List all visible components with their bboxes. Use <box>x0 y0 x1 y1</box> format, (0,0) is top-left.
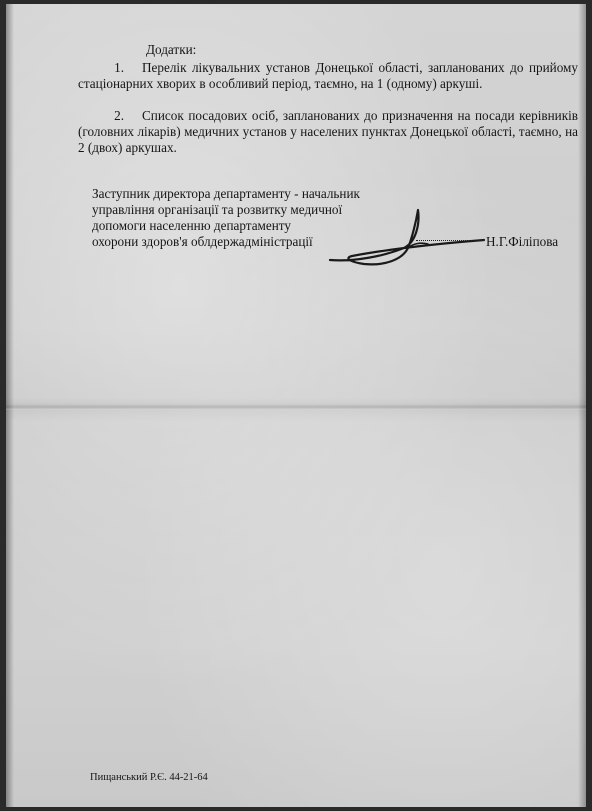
attachment-number: 1. <box>114 60 124 75</box>
position-line: управління організації та розвитку медичної <box>92 202 343 217</box>
signature-line <box>416 240 484 241</box>
position-line: Заступник директора департаменту - начальник <box>92 186 360 201</box>
attachments-heading: Додатки: <box>146 42 197 57</box>
executor-footer: Пищанський Р.Є. 44-21-64 <box>90 772 208 783</box>
attachment-item-2 <box>78 108 578 156</box>
document-page <box>6 4 586 807</box>
position-line: допомоги населенню департаменту <box>92 218 291 233</box>
handwritten-signature <box>324 204 494 274</box>
signatory-name: Н.Г.Філіпова <box>486 234 559 249</box>
paper-fold <box>6 404 586 410</box>
attachment-number: 2. <box>114 108 124 123</box>
attachment-item-1 <box>78 60 578 92</box>
attachment-text: Список посадових осіб, запланованих до призначення на посади керівників (головних лікарів) медичних установ у населених пунктах Донецької області, таємно, на 2 (двох) аркушах. <box>78 108 578 155</box>
position-line: охорони здоров'я облдержадміністрації <box>92 234 313 249</box>
attachment-text: Перелік лікувальних установ Донецької області, запланованих до прийому стаціонарних хворих в особливий період, таємно, на 1 (одному) аркуші. <box>78 60 578 91</box>
